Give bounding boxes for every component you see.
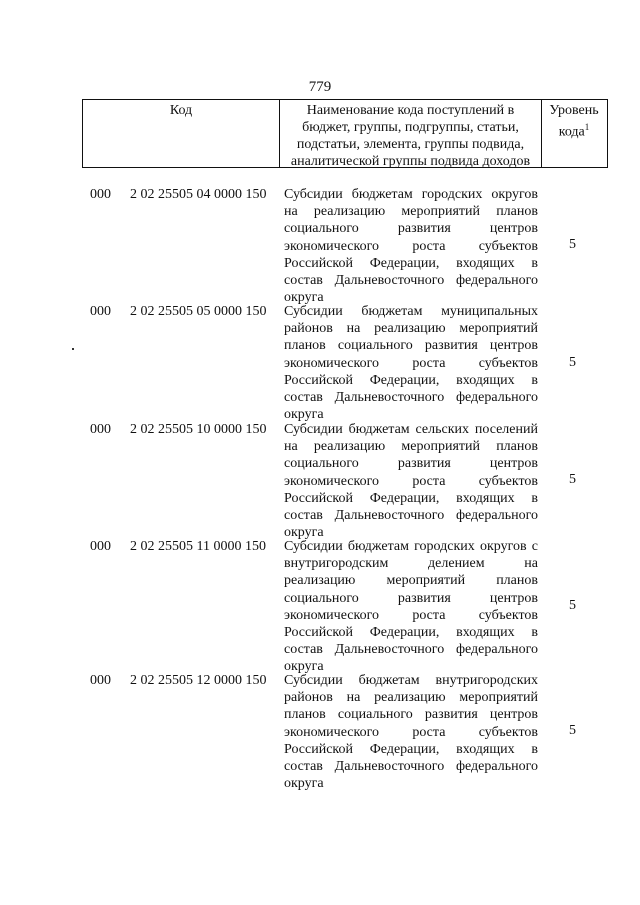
header-name-line: бюджет, группы, подгруппы, статьи, (302, 120, 519, 135)
row-level: 5 (569, 472, 576, 487)
header-level-line2 (541, 119, 607, 141)
footnote-marker: 1 (584, 122, 590, 132)
row-level: 5 (569, 723, 576, 738)
row-prefix: 000 (90, 422, 111, 437)
row-description: Субсидии бюджетам городских округов на реализацию мероприятий планов социального развития центров экономического роста субъектов Российской Федерации, входящих в состав Дальневосточного федерального округа (284, 187, 538, 306)
row-level: 5 (569, 355, 576, 370)
row-description: Субсидии бюджетам сельских поселений на реализацию мероприятий планов социального развития центров экономического роста субъектов Российской Федерации, входящих в состав Дальневосточного федерального округа (284, 422, 538, 541)
header-name-line: аналитической группы подвида доходов (290, 154, 531, 169)
row-prefix: 000 (90, 304, 111, 319)
header-name-line: подстатьи, элемента, группы подвида, (296, 137, 525, 152)
row-prefix: 000 (90, 673, 111, 688)
header-level-label: кода (558, 124, 585, 140)
row-description: Субсидии бюджетам внутригородских районов на реализацию мероприятий планов социального развития центров экономического роста субъектов Российской Федерации, входящих в состав Дальневосточного федерального округа (284, 673, 538, 792)
row-code: 2 02 25505 12 0000 150 (130, 673, 267, 688)
page-number: 779 (308, 79, 332, 95)
table-header (82, 99, 608, 168)
header-name-line: Наименование кода поступлений в (306, 103, 515, 118)
header-code-column (83, 100, 279, 167)
header-code-label: Код (169, 103, 193, 118)
header-name-column (279, 100, 542, 167)
row-prefix: 000 (90, 539, 111, 554)
row-code: 2 02 25505 05 0000 150 (130, 304, 267, 319)
header-level-column (541, 100, 607, 167)
row-description: Субсидии бюджетам городских округов с внутригородским делением на реализацию мероприятий планов социального развития центров экономического роста субъектов Российской Федерации, входящих в состав Дальневосточного федерального округа (284, 539, 538, 675)
row-description: Субсидии бюджетам муниципальных районов на реализацию мероприятий планов социального развития центров экономического роста субъектов Российской Федерации, входящих в состав Дальневосточного федерального округа (284, 304, 538, 423)
row-code: 2 02 25505 04 0000 150 (130, 187, 267, 202)
header-level-line1: Уровень (549, 103, 599, 118)
scan-speck (72, 348, 74, 350)
row-prefix: 000 (90, 187, 111, 202)
row-code: 2 02 25505 11 0000 150 (130, 539, 266, 554)
row-level: 5 (569, 237, 576, 252)
row-level: 5 (569, 598, 576, 613)
row-code: 2 02 25505 10 0000 150 (130, 422, 267, 437)
